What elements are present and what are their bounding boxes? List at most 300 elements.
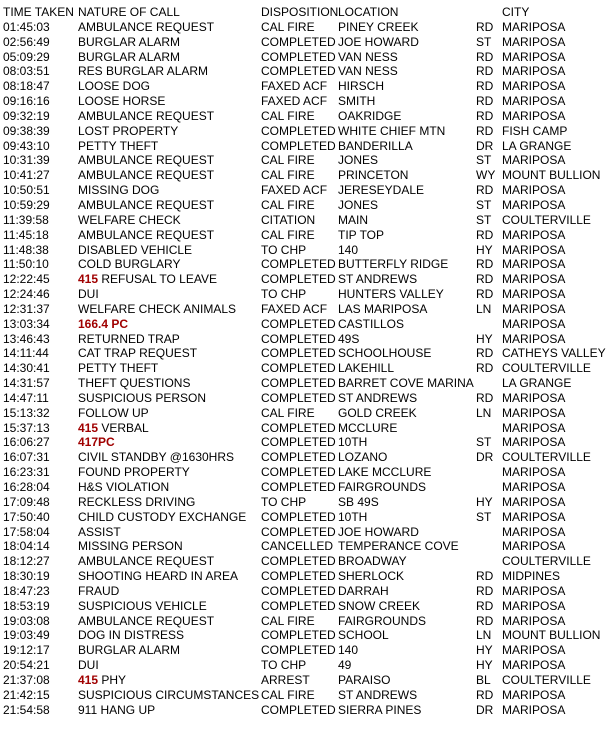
penal-code-label: 415	[78, 272, 99, 287]
disposition-cell: COMPLETED	[261, 376, 336, 391]
nature-text: DISABLED VEHICLE	[78, 242, 193, 257]
table-row	[0, 510, 614, 525]
city-cell: MARIPOSA	[502, 331, 566, 346]
table-row	[0, 673, 614, 688]
time-cell: 17:50:40	[3, 509, 50, 524]
table-row	[0, 64, 614, 79]
city-cell: MARIPOSA	[502, 49, 566, 64]
disposition-cell: COMPLETED	[261, 361, 336, 376]
city-cell: MARIPOSA	[502, 524, 566, 539]
city-cell: MARIPOSA	[502, 183, 566, 198]
street-suffix-cell: RD	[476, 613, 494, 628]
disposition-cell: COMPLETED	[261, 509, 336, 524]
table-row	[0, 153, 614, 168]
location-cell: SIERRA PINES	[338, 702, 422, 717]
time-cell: 01:45:03	[3, 19, 50, 34]
table-row	[0, 50, 614, 65]
street-suffix-cell: RD	[476, 687, 494, 702]
street-suffix-cell: DR	[476, 450, 494, 465]
nature-text: LOOSE DOG	[78, 79, 151, 94]
disposition-cell: COMPLETED	[261, 420, 336, 435]
table-row	[0, 643, 614, 658]
disposition-cell: COMPLETED	[261, 123, 336, 138]
nature-cell	[78, 673, 126, 688]
nature-cell	[78, 510, 246, 525]
table-row	[0, 124, 614, 139]
nature-text: WELFARE CHECK	[78, 212, 181, 227]
city-cell: MOUNT BULLION	[502, 168, 601, 183]
time-cell: 10:50:51	[3, 183, 50, 198]
nature-text: VERBAL	[101, 420, 149, 435]
nature-cell	[78, 50, 180, 65]
disposition-cell: COMPLETED	[261, 138, 336, 153]
nature-text: REFUSAL TO LEAVE	[101, 272, 217, 287]
location-cell: HIRSCH	[338, 79, 385, 94]
nature-cell	[78, 421, 149, 436]
city-cell: MARIPOSA	[502, 509, 566, 524]
nature-cell	[78, 391, 206, 406]
location-cell: OAKRIDGE	[338, 108, 402, 123]
location-cell: SHERLOCK	[338, 569, 405, 584]
nature-text: WELFARE CHECK ANIMALS	[78, 301, 237, 316]
disposition-cell: COMPLETED	[261, 316, 336, 331]
location-cell: MCCLURE	[338, 420, 398, 435]
nature-cell	[78, 465, 190, 480]
city-cell: MARIPOSA	[502, 79, 566, 94]
city-cell: COULTERVILLE	[502, 672, 591, 687]
table-row	[0, 272, 614, 287]
table-row	[0, 168, 614, 183]
table-row	[0, 703, 614, 718]
nature-cell	[78, 317, 128, 332]
disposition-cell: TO CHP	[261, 658, 307, 673]
disposition-cell: COMPLETED	[261, 450, 336, 465]
time-cell: 16:06:27	[3, 435, 50, 450]
table-row	[0, 257, 614, 272]
location-cell: LAS MARIPOSA	[338, 301, 428, 316]
time-cell: 18:04:14	[3, 539, 50, 554]
disposition-cell: COMPLETED	[261, 524, 336, 539]
table-row	[0, 317, 614, 332]
disposition-cell: COMPLETED	[261, 465, 336, 480]
location-cell: BARRET COVE MARINA	[338, 376, 474, 391]
time-cell: 17:09:48	[3, 494, 50, 509]
city-cell: MARIPOSA	[502, 494, 566, 509]
table-row	[0, 361, 614, 376]
nature-text: SUSPICIOUS VEHICLE	[78, 598, 207, 613]
city-cell: MARIPOSA	[502, 257, 566, 272]
time-cell: 12:22:45	[3, 272, 50, 287]
table-row	[0, 435, 614, 450]
location-cell: ST ANDREWS	[338, 687, 418, 702]
city-cell: MARIPOSA	[502, 643, 566, 658]
nature-text: ASSIST	[78, 524, 121, 539]
time-cell: 10:59:29	[3, 197, 50, 212]
location-cell: ST ANDREWS	[338, 272, 418, 287]
street-suffix-cell: ST	[476, 212, 492, 227]
time-cell: 21:37:08	[3, 672, 50, 687]
location-cell: TIP TOP	[338, 227, 385, 242]
table-row	[0, 376, 614, 391]
city-cell: MARIPOSA	[502, 658, 566, 673]
city-cell: MARIPOSA	[502, 64, 566, 79]
city-cell: MARIPOSA	[502, 702, 566, 717]
city-cell: MARIPOSA	[502, 108, 566, 123]
city-cell: MARIPOSA	[502, 197, 566, 212]
nature-text: CIVIL STANDBY @1630HRS	[78, 450, 235, 465]
disposition-cell: COMPLETED	[261, 346, 336, 361]
location-cell: PINEY CREEK	[338, 19, 419, 34]
street-suffix-cell: RD	[476, 49, 494, 64]
street-suffix-cell: RD	[476, 583, 494, 598]
time-cell: 10:41:27	[3, 168, 50, 183]
nature-text: FOLLOW UP	[78, 405, 149, 420]
location-cell: GOLD CREEK	[338, 405, 417, 420]
nature-cell	[78, 435, 115, 450]
city-cell: MARIPOSA	[502, 287, 566, 302]
table-row	[0, 525, 614, 540]
city-cell: MARIPOSA	[502, 539, 566, 554]
table-row	[0, 183, 614, 198]
time-cell: 09:38:39	[3, 123, 50, 138]
city-cell: MARIPOSA	[502, 94, 566, 109]
street-suffix-cell: RD	[476, 257, 494, 272]
nature-cell	[78, 139, 158, 154]
street-suffix-cell: WY	[476, 168, 496, 183]
disposition-cell: TO CHP	[261, 242, 307, 257]
nature-text: CAT TRAP REQUEST	[78, 346, 198, 361]
nature-cell	[78, 79, 150, 94]
location-cell: BANDERILLA	[338, 138, 413, 153]
city-cell: LA GRANGE	[502, 376, 572, 391]
nature-text: AMBULANCE REQUEST	[78, 19, 215, 34]
street-suffix-cell: RD	[476, 19, 494, 34]
time-cell: 15:37:13	[3, 420, 50, 435]
nature-cell	[78, 450, 234, 465]
street-suffix-cell: ST	[476, 197, 492, 212]
table-row	[0, 391, 614, 406]
nature-text: AMBULANCE REQUEST	[78, 153, 215, 168]
table-row	[0, 213, 614, 228]
time-cell: 14:47:11	[3, 390, 49, 405]
nature-cell	[78, 20, 214, 35]
nature-text: MISSING DOG	[78, 183, 160, 198]
disposition-cell: COMPLETED	[261, 49, 336, 64]
location-cell: DARRAH	[338, 583, 389, 598]
street-suffix-cell: RD	[476, 227, 494, 242]
table-row	[0, 599, 614, 614]
nature-text: PETTY THEFT	[78, 361, 159, 376]
location-cell: CASTILLOS	[338, 316, 405, 331]
nature-cell	[78, 525, 121, 540]
time-cell: 08:03:51	[3, 64, 50, 79]
street-suffix-cell: ST	[476, 509, 492, 524]
table-row	[0, 94, 614, 109]
time-cell: 16:28:04	[3, 480, 50, 494]
header-row	[0, 5, 614, 20]
nature-cell	[78, 228, 214, 243]
city-cell: MARIPOSA	[502, 420, 566, 435]
nature-text: RETURNED TRAP	[78, 331, 180, 346]
table-row	[0, 658, 614, 673]
time-cell: 19:03:08	[3, 613, 50, 628]
table-row	[0, 614, 614, 629]
location-cell: BUTTERFLY RIDGE	[338, 257, 449, 272]
table-row	[0, 20, 614, 35]
location-cell: 10TH	[338, 509, 368, 524]
nature-text: DUI	[78, 287, 99, 302]
header-city: CITY	[502, 5, 530, 19]
location-cell: FAIRGROUNDS	[338, 480, 427, 494]
disposition-cell: FAXED ACF	[261, 301, 328, 316]
table-row	[0, 228, 614, 243]
nature-text: BURGLAR ALARM	[78, 49, 181, 64]
disposition-cell: FAXED ACF	[261, 183, 328, 198]
city-cell: MARIPOSA	[502, 598, 566, 613]
street-suffix-cell: DR	[476, 702, 494, 717]
location-cell: 49	[338, 658, 352, 673]
street-suffix-cell: LN	[476, 301, 492, 316]
nature-text: AMBULANCE REQUEST	[78, 227, 215, 242]
time-cell: 12:24:46	[3, 287, 50, 302]
table-row	[0, 406, 614, 421]
location-cell: SNOW CREEK	[338, 598, 421, 613]
street-suffix-cell: BL	[476, 672, 491, 687]
nature-text: LOOSE HORSE	[78, 94, 166, 109]
location-cell: 140	[338, 643, 359, 658]
location-cell: JONES	[338, 197, 379, 212]
table-row	[0, 421, 614, 436]
disposition-cell: COMPLETED	[261, 480, 336, 494]
disposition-cell: CAL FIRE	[261, 108, 315, 123]
nature-text: SUSPICIOUS CIRCUMSTANCES	[78, 687, 260, 702]
city-cell: COULTERVILLE	[502, 212, 591, 227]
city-cell: MARIPOSA	[502, 227, 566, 242]
time-cell: 21:54:58	[3, 702, 50, 717]
nature-cell	[78, 569, 238, 584]
nature-text: PETTY THEFT	[78, 138, 159, 153]
time-cell: 16:07:31	[3, 450, 50, 465]
disposition-cell: TO CHP	[261, 494, 307, 509]
nature-cell	[78, 614, 214, 629]
location-cell: JONES	[338, 153, 379, 168]
street-suffix-cell: ST	[476, 153, 492, 168]
table-row	[0, 628, 614, 643]
street-suffix-cell: HY	[476, 331, 493, 346]
city-cell: MARIPOSA	[502, 465, 566, 480]
header-location: LOCATION	[338, 5, 399, 19]
nature-text: AMBULANCE REQUEST	[78, 613, 215, 628]
city-cell: FISH CAMP	[502, 123, 568, 138]
time-cell: 19:03:49	[3, 628, 50, 643]
call-rows	[0, 20, 614, 718]
time-cell: 02:56:49	[3, 34, 50, 49]
nature-cell	[78, 361, 158, 376]
table-row	[0, 569, 614, 584]
street-suffix-cell: ST	[476, 435, 492, 450]
nature-cell	[78, 406, 149, 421]
street-suffix-cell: ST	[476, 34, 492, 49]
table-row	[0, 465, 614, 480]
street-suffix-cell: HY	[476, 242, 493, 257]
disposition-cell: COMPLETED	[261, 257, 336, 272]
location-cell: SB 49S	[338, 494, 379, 509]
street-suffix-cell: LN	[476, 628, 492, 643]
location-cell: 140	[338, 242, 359, 257]
table-row	[0, 688, 614, 703]
disposition-cell: FAXED ACF	[261, 94, 328, 109]
time-cell: 20:54:21	[3, 658, 50, 673]
street-suffix-cell: HY	[476, 643, 493, 658]
nature-cell	[78, 643, 180, 658]
city-cell: MARIPOSA	[502, 480, 566, 494]
disposition-cell: COMPLETED	[261, 435, 336, 450]
location-cell: PRINCETON	[338, 168, 409, 183]
city-cell: MARIPOSA	[502, 153, 566, 168]
header-nature-of-call: NATURE OF CALL	[78, 5, 180, 19]
nature-text: SHOOTING HEARD IN AREA	[78, 569, 239, 584]
location-cell: JOE HOWARD	[338, 524, 419, 539]
nature-cell	[78, 599, 207, 614]
location-cell: MAIN	[338, 212, 368, 227]
time-cell: 09:32:19	[3, 108, 50, 123]
disposition-cell: COMPLETED	[261, 331, 336, 346]
nature-cell	[78, 183, 159, 198]
nature-cell	[78, 480, 169, 495]
nature-cell	[78, 64, 208, 79]
disposition-cell: TO CHP	[261, 287, 307, 302]
location-cell: FAIRGROUNDS	[338, 613, 427, 628]
nature-text: CHILD CUSTODY EXCHANGE	[78, 509, 247, 524]
disposition-cell: CAL FIRE	[261, 19, 315, 34]
time-cell: 11:48:38	[3, 242, 49, 257]
penal-code-label: 166.4 PC	[78, 316, 129, 331]
disposition-cell: CAL FIRE	[261, 168, 315, 183]
city-cell: MARIPOSA	[502, 613, 566, 628]
nature-text: AMBULANCE REQUEST	[78, 108, 215, 123]
location-cell: BROADWAY	[338, 554, 407, 569]
city-cell: MARIPOSA	[502, 242, 566, 257]
disposition-cell: COMPLETED	[261, 628, 336, 643]
nature-cell	[78, 539, 183, 554]
table-row	[0, 539, 614, 554]
time-cell: 05:09:29	[3, 49, 50, 64]
nature-text: RES BURGLAR ALARM	[78, 64, 209, 79]
nature-cell	[78, 287, 99, 302]
nature-cell	[78, 495, 195, 510]
city-cell: MARIPOSA	[502, 19, 566, 34]
location-cell: SMITH	[338, 94, 376, 109]
penal-code-label: 415	[78, 420, 99, 435]
time-cell: 18:47:23	[3, 583, 50, 598]
table-row	[0, 198, 614, 213]
nature-text: RECKLESS DRIVING	[78, 494, 196, 509]
city-cell: MARIPOSA	[502, 34, 566, 49]
disposition-cell: CITATION	[261, 212, 316, 227]
disposition-cell: COMPLETED	[261, 34, 336, 49]
location-cell: ST ANDREWS	[338, 390, 418, 405]
disposition-cell: COMPLETED	[261, 598, 336, 613]
table-row	[0, 109, 614, 124]
location-cell: PARAISO	[338, 672, 391, 687]
nature-text: MISSING PERSON	[78, 539, 183, 554]
disposition-cell: CAL FIRE	[261, 197, 315, 212]
table-row	[0, 450, 614, 465]
nature-text: AMBULANCE REQUEST	[78, 554, 215, 569]
location-cell: 49S	[338, 331, 360, 346]
location-cell: LAKE MCCLURE	[338, 465, 432, 480]
table-row	[0, 554, 614, 569]
nature-text: BURGLAR ALARM	[78, 643, 181, 658]
nature-cell	[78, 703, 155, 718]
nature-cell	[78, 332, 180, 347]
time-cell: 21:42:15	[3, 687, 50, 702]
city-cell: MARIPOSA	[502, 316, 566, 331]
street-suffix-cell: RD	[476, 598, 494, 613]
city-cell: MARIPOSA	[502, 583, 566, 598]
nature-cell	[78, 628, 184, 643]
time-cell: 13:46:43	[3, 331, 50, 346]
nature-cell	[78, 94, 165, 109]
nature-cell	[78, 198, 214, 213]
disposition-cell: CAL FIRE	[261, 687, 315, 702]
street-suffix-cell: RD	[476, 108, 494, 123]
time-cell: 14:11:44	[3, 346, 49, 361]
time-cell: 18:12:27	[3, 554, 50, 569]
location-cell: TEMPERANCE COVE	[338, 539, 459, 554]
city-cell: MARIPOSA	[502, 687, 566, 702]
location-cell: SCHOOLHOUSE	[338, 346, 432, 361]
nature-cell	[78, 257, 180, 272]
street-suffix-cell: HY	[476, 494, 493, 509]
city-cell: MARIPOSA	[502, 272, 566, 287]
street-suffix-cell: RD	[476, 64, 494, 79]
disposition-cell: CAL FIRE	[261, 153, 315, 168]
nature-text: FOUND PROPERTY	[78, 465, 190, 480]
table-row	[0, 302, 614, 317]
city-cell: MARIPOSA	[502, 390, 566, 405]
street-suffix-cell: LN	[476, 405, 492, 420]
city-cell: COULTERVILLE	[502, 554, 591, 569]
time-cell: 11:45:18	[3, 227, 49, 242]
nature-cell	[78, 584, 119, 599]
time-cell: 12:31:37	[3, 301, 50, 316]
location-cell: SCHOOL	[338, 628, 389, 643]
table-row	[0, 495, 614, 510]
city-cell: COULTERVILLE	[502, 450, 591, 465]
street-suffix-cell: RD	[476, 79, 494, 94]
time-cell: 18:30:19	[3, 569, 50, 584]
nature-text: H&S VIOLATION	[78, 480, 170, 494]
city-cell: MOUNT BULLION	[502, 628, 601, 643]
table-row	[0, 243, 614, 258]
nature-cell	[78, 168, 214, 183]
location-cell: JERESEYDALE	[338, 183, 425, 198]
street-suffix-cell: RD	[476, 346, 494, 361]
nature-text: AMBULANCE REQUEST	[78, 197, 215, 212]
city-cell: MARIPOSA	[502, 405, 566, 420]
location-cell: WHITE CHIEF MTN	[338, 123, 446, 138]
time-cell: 09:16:16	[3, 94, 50, 109]
street-suffix-cell: RD	[476, 272, 494, 287]
nature-text: DOG IN DISTRESS	[78, 628, 185, 643]
location-cell: 10TH	[338, 435, 368, 450]
time-cell: 09:43:10	[3, 138, 50, 153]
penal-code-label: 417PC	[78, 435, 115, 450]
table-row	[0, 480, 614, 495]
time-cell: 14:30:41	[3, 361, 50, 376]
disposition-cell: COMPLETED	[261, 643, 336, 658]
